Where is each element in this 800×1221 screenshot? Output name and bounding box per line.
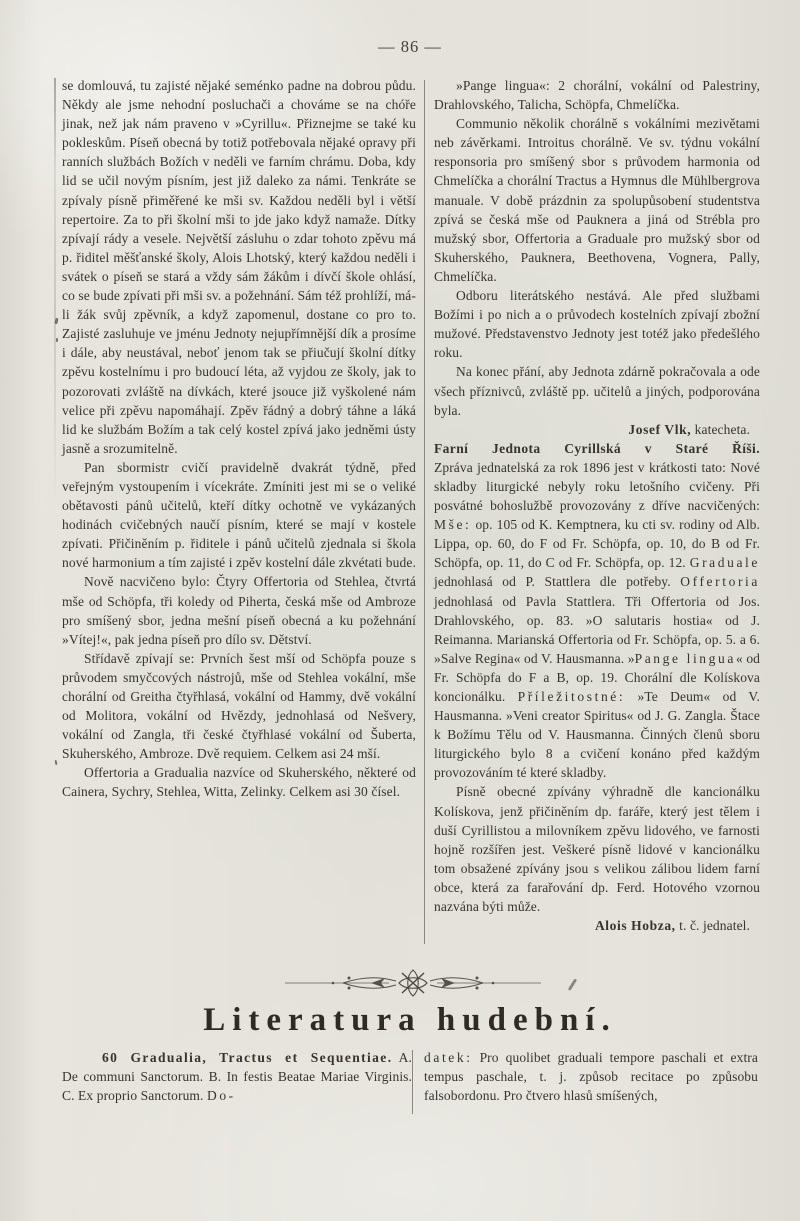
- bottom-right-column: [424, 1048, 758, 1105]
- text-segment: t. č. jednatel.: [675, 918, 750, 934]
- paragraph: [434, 458, 760, 783]
- text-segment: Graduale: [689, 555, 760, 571]
- text-segment: Josef Vlk,: [628, 421, 692, 437]
- column-divider-rule: [424, 80, 425, 944]
- text-segment: Střídavě zpívají se: Prvních šest mší od Schöpfa pouze s průvodem smyčcových nástrojů, mše od Stehlea vokální, mše chorální od Greitha čtyřhlasá, vokální od Hammy, dvě vokální od Molitora, vokální od Hvězdy, jednohlasá od Nešvery, vokální od Zangla, tři české čtyřhlasé vokální od Šuberta, Skuherského, Ambroze. Dvě requiem. Celkem asi 24 mší.: [62, 650, 416, 762]
- signature-josef-vlk: [434, 420, 760, 439]
- paragraph: [62, 649, 416, 764]
- ink-speck-artifact: [54, 318, 58, 324]
- section-title: Literatura hudební.: [203, 1002, 617, 1038]
- text-segment: se domlouvá, tu zajisté nějaké seménko padne na dobrou půdu. Někdy ale jsme nehodní posluchači a chováme se na chóře jinak, než jak nám praveno v »Cyrillu«. Přiznejme se také ku pokleskům. Píseň obecná by totiž potřebovala nějaké opravy při ranních službách Božích v neděli ve farním chrámu. Doba, kdy lid se učil novým písním, jest již daleko za námi. Tenkráte se zpívaly písně přiměřené ke mši sv. Každou neděli byl i větší repertoire. Za to při školní mši to jde jako když namaže. Dítky zpívají rády a vesele. Největší zásluhu o zdar tohoto zpěvu má p. řiditel měšťanské školy, Alois Lhotský, který každou neděli i svátek o píseň se stará a vždy sám žákům i dívčí škole ohlásí, co se bude zpívati při mši sv. a požehnání. Sám též prohlíží, má-li žák svůj zpěvník, a když zapomenul, dostane co pro to. Zajisté zasluhuje ve jménu Jednoty nejupřímnější dík a prosíme i dále, aby neustával, neboť jenom tak se přiučují školní dítky zpěvu kostelnímu i pro budoucí léta, až vyjdou ze školy, jak to pozorovati zvláště na dívkách, které jsouce již vyškolené nám velice při zpěvu napomáhají. Zpěv řádný a dobrý táhne a láká lid ke službám Božím a tak celý kostel zpívá jako jedněmi ústy jasně a srozumitelně.: [62, 78, 416, 456]
- text-segment: »Te Deum« od V. Hausmanna. »Veni creator Spiritus« od J. G. Zangla. Štace k Božímu Tělu od V. Hausmanna. Činných členů sboru liturgického bylo 8 a cvičení konáno před každým provozováním té které skladby.: [434, 689, 760, 781]
- text-segment: jednohlasá od Pavla Stattlera. Tři Offertoria od Jos. Drahlovského, op. 83. »O salutaris hostia« od J. Reimanna. Marianská Offertoria od Fr. Schöpfa, op. 5. a 6. »Salve Regina« od V. Hausmanna. »: [434, 593, 760, 666]
- center-knot: [399, 970, 427, 996]
- text-segment: Příležitostné:: [517, 689, 626, 704]
- pen-mark-artifact: [568, 978, 577, 990]
- paragraph: [62, 1048, 412, 1105]
- text-segment: Offertoria a Gradualia nazvíce od Skuherského, některé od Cainera, Sychry, Stehlea, Witta, Zelinky. Celkem asi 30 čísel.: [62, 765, 416, 800]
- paragraph: [434, 286, 760, 362]
- text-segment: Communio několik chorálně s vokálními mezivětami neb závěrkami. Introitus chorálně. Ve sv. týdnu vokální responsoria pro smíšený sbor s průvodem harmonia od Chmelíčka a chorální Tractus a Hymnus dle Mühlbergrova manuale. V době prázdnin za spolupůsobení studentstva zpívá se česká mše od Pauknera a jiná od Strébla pro mužský sbor, Offertoria a Graduale pro mužský sbor od Skuherského, Pauknera, Beethovena, Vognera, Pally, Chmelíčka.: [434, 116, 760, 284]
- text-segment: Odboru literátského nestává. Ale před službami Božími i po nich a o průvodech kostelních zpívají zbožní mužové. Představenstvo Jednoty jest totéž jako předešlého roku.: [434, 288, 760, 361]
- left-column: [62, 76, 416, 802]
- bottom-column-divider-rule: [412, 1050, 413, 1114]
- paragraph: [434, 362, 760, 419]
- right-column: [434, 76, 760, 935]
- text-segment: Pan sbormistr cvičí pravidelně dvakrát týdně, před veřejným vystoupením i vícekráte. Zmíniti jest mi se o veliké obětavosti pánů učitelů, kteří dítky ochotně ve vykázaných hodinách cvičebných naučí písním, které se mají v kostele zpívati. Přičiněním p. řiditele i pánů učitelů zjednala si škola nové harmonium a tím zajisté i zpěv kostelní dále zkvétati bude.: [62, 459, 416, 571]
- text-segment: Alois Hobza,: [594, 918, 676, 934]
- ink-speck-artifact: [55, 760, 58, 765]
- ink-speck-artifact: [56, 338, 58, 342]
- text-segment: A. De communi Sanctorum. B. In festis Beatae Mariae Virginis. C. Ex proprio Sanctorum.: [62, 1050, 412, 1104]
- paragraph: [62, 763, 416, 801]
- paragraph: [434, 114, 760, 286]
- fleuron-divider-icon: [283, 967, 543, 999]
- text-segment: Pange lingua: [634, 650, 736, 666]
- text-segment: Mše:: [434, 517, 472, 533]
- text-segment: datek:: [424, 1050, 473, 1065]
- paragraph: [62, 458, 416, 573]
- text-segment: 60 Gradualia, Tractus et Sequentiae.: [102, 1050, 393, 1065]
- text-segment: Zpráva jednatelská za rok 1896 jest v krátkosti tato: Nové skladby liturgické nebyly roku letošního cvičeny. Při posvátné bohoslužbě provozovány z dříve nacvičených:: [434, 459, 760, 514]
- paragraph: [434, 76, 760, 114]
- text-segment: »Pange lingua«: 2 chorální, vokální od Palestriny, Drahlovského, Talicha, Schöpfa, Chmelíčka.: [434, 78, 760, 113]
- paragraph: [62, 572, 416, 648]
- text-segment: Na konec přání, aby Jednota zdárně pokračovala a ode všech příznivců, zvláště pp. učitelů a jiných, podporována byla.: [434, 364, 760, 418]
- signature-alois-hobza: [434, 916, 760, 935]
- text-segment: Do-: [206, 1088, 236, 1104]
- paragraph: [62, 76, 416, 458]
- text-segment: Offertoria: [680, 574, 760, 590]
- paragraph: [424, 1048, 758, 1105]
- scan-crease-artifact: [54, 78, 56, 508]
- text-segment: Nově nacvičeno bylo: Čtyry Offertoria od Stehlea, čtvrtá mše od Schöpfa, tři koledy od Piherta, česká mše od Ambroze pro smíšený sbor, jedna mešní píseň obecná a ku požehnání »Vítej!«, pak jedna píseň pro dílo sv. Dětství.: [62, 574, 416, 647]
- text-segment: Písně obecné zpívány výhradně dle kancionálku Kolískova, jenž přičiněním dp. faráře, který jest tělem i duší Cyrillistou a milovníkem zpěvu lidového, ve farnosti hojně rozšířen jest. Veškeré písně lidové v kancionálku tom obsažené zpívány jsou s velikou zálibou lidem farní obce, která za farařování dp. Ferd. Hotového vzornou nazvána býti může.: [434, 784, 760, 915]
- text-segment: katecheta.: [691, 421, 750, 437]
- text-segment: jednohlasá od P. Stattlera dle potřeby.: [434, 574, 681, 590]
- paragraph: [434, 782, 760, 916]
- text-segment: Pro quolibet graduali tempore paschali et extra tempus paschale, t. j. způsob recitace po způsobu falsobordonu. Pro čtvero hlasů smíšených,: [424, 1050, 758, 1104]
- subheading-farni-jednota: Farní Jednota Cyrillská v Staré Říši.: [434, 440, 760, 456]
- text-segment: « od Fr. Schöpfa do F a B, op. 19. Chorální dle Kolískova koncionálku.: [434, 650, 761, 704]
- text-segment: op. 105 od K. Kemptnera, ku cti sv. rodiny od Alb. Lippa, op. 60, do F od Fr. Schöpfa, op. 10, do B od Fr. Schöpfa, op. 11, do C od Fr. Schöpfa, op. 12.: [434, 517, 760, 571]
- bottom-left-column: [62, 1048, 412, 1105]
- page-number: — 86 —: [378, 37, 442, 56]
